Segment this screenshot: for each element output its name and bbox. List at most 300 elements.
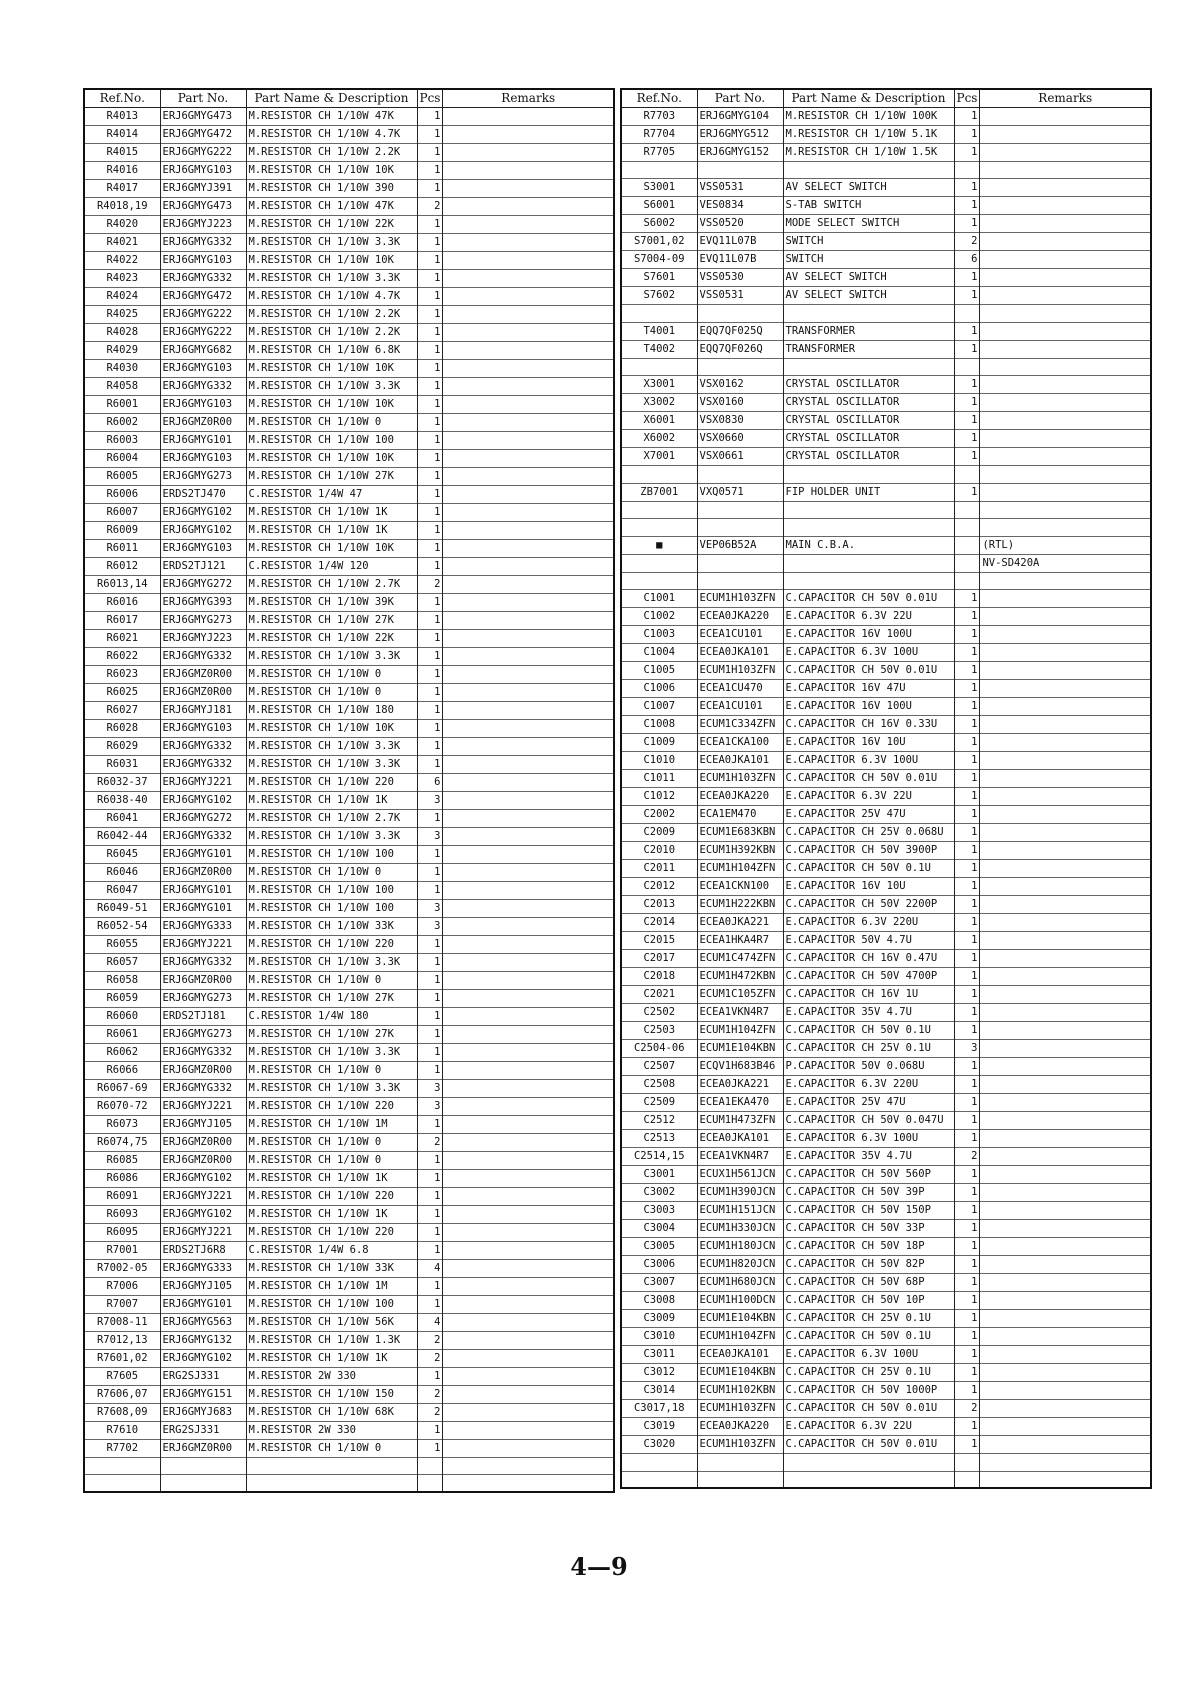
cell-ref-no: C3009 — [621, 1310, 697, 1328]
cell-pcs: 1 — [954, 1022, 980, 1040]
cell-pcs: 1 — [954, 1202, 980, 1220]
table-row — [84, 1224, 614, 1242]
cell-part-no: VSS0531 — [697, 287, 783, 305]
cell-ref-no: T4002 — [621, 340, 697, 358]
cell-part-no: ERJ6GMYJ221 — [160, 1188, 246, 1206]
header-part-no: Part No. — [697, 89, 783, 108]
cell-pcs: 4 — [417, 1314, 443, 1332]
cell-part-no: VSX0661 — [697, 448, 783, 466]
cell-description: M.RESISTOR CH 1/10W 47K — [246, 108, 417, 126]
table-row — [621, 394, 1151, 412]
cell-pcs: 1 — [417, 162, 443, 180]
cell-description: M.RESISTOR CH 1/10W 56K — [246, 1314, 417, 1332]
cell-ref-no: X6001 — [621, 412, 697, 430]
cell-part-no: VSX0162 — [697, 376, 783, 394]
table-row — [621, 932, 1151, 950]
cell-ref-no: R4020 — [84, 216, 160, 234]
cell-pcs: 1 — [954, 1292, 980, 1310]
cell-remarks — [443, 198, 614, 216]
cell-remarks — [443, 522, 614, 540]
cell-ref-no — [84, 1458, 160, 1475]
cell-ref-no: C3020 — [621, 1436, 697, 1454]
cell-ref-no — [621, 162, 697, 179]
cell-pcs: 1 — [954, 950, 980, 968]
cell-description: M.RESISTOR CH 1/10W 3.3K — [246, 270, 417, 288]
cell-remarks — [980, 1130, 1151, 1148]
cell-ref-no: R7001 — [84, 1242, 160, 1260]
cell-remarks — [980, 1346, 1151, 1364]
table-row — [621, 1166, 1151, 1184]
table-row — [84, 630, 614, 648]
cell-remarks — [980, 1076, 1151, 1094]
table-row — [621, 197, 1151, 215]
cell-part-no: ECEA0JKA220 — [697, 1418, 783, 1436]
cell-pcs: 1 — [954, 448, 980, 466]
cell-ref-no — [621, 1454, 697, 1471]
cell-description: E.CAPACITOR 6.3V 22U — [783, 1418, 954, 1436]
cell-pcs: 1 — [417, 450, 443, 468]
cell-part-no: ERJ6GMYG333 — [160, 918, 246, 936]
cell-part-no: ERJ6GMYG103 — [160, 396, 246, 414]
table-row — [621, 914, 1151, 932]
table-row — [84, 936, 614, 954]
cell-remarks — [980, 287, 1151, 305]
cell-part-no: ERJ6GMYG273 — [160, 1026, 246, 1044]
table-row — [84, 882, 614, 900]
table-row — [621, 644, 1151, 662]
cell-ref-no: R4017 — [84, 180, 160, 198]
cell-ref-no: R4021 — [84, 234, 160, 252]
cell-pcs: 1 — [954, 734, 980, 752]
cell-ref-no: C1012 — [621, 788, 697, 806]
cell-description: C.CAPACITOR CH 50V 39P — [783, 1184, 954, 1202]
cell-remarks — [980, 1238, 1151, 1256]
table-row — [84, 1152, 614, 1170]
cell-ref-no: R7703 — [621, 108, 697, 126]
cell-remarks — [443, 1134, 614, 1152]
cell-part-no: ERJ6GMYG103 — [160, 360, 246, 378]
table-row — [621, 1022, 1151, 1040]
cell-part-no: ECUM1H392KBN — [697, 842, 783, 860]
cell-remarks — [980, 1292, 1151, 1310]
cell-remarks — [443, 990, 614, 1008]
cell-pcs: 1 — [417, 486, 443, 504]
cell-pcs: 1 — [954, 626, 980, 644]
cell-remarks — [443, 216, 614, 234]
table-row — [84, 1332, 614, 1350]
cell-ref-no — [621, 466, 697, 483]
cell-ref-no: ZB7001 — [621, 483, 697, 501]
cell-description: C.CAPACITOR CH 25V 0.1U — [783, 1364, 954, 1382]
cell-description: M.RESISTOR CH 1/10W 100 — [246, 1296, 417, 1314]
cell-description: E.CAPACITOR 16V 47U — [783, 680, 954, 698]
table-row — [84, 702, 614, 720]
table-row — [621, 162, 1151, 179]
cell-part-no: ECEA1CKA100 — [697, 734, 783, 752]
cell-pcs: 2 — [954, 233, 980, 251]
cell-pcs: 1 — [954, 197, 980, 215]
cell-pcs — [954, 501, 980, 518]
cell-part-no: ECEA0JKA101 — [697, 752, 783, 770]
table-row — [84, 396, 614, 414]
cell-ref-no: R6091 — [84, 1188, 160, 1206]
cell-pcs: 1 — [954, 1310, 980, 1328]
cell-description: C.CAPACITOR CH 25V 0.1U — [783, 1040, 954, 1058]
cell-pcs: 1 — [954, 770, 980, 788]
cell-part-no: ECUM1H472KBN — [697, 968, 783, 986]
table-row — [621, 1328, 1151, 1346]
cell-pcs: 1 — [954, 1382, 980, 1400]
cell-description: M.RESISTOR CH 1/10W 5.1K — [783, 126, 954, 144]
cell-pcs: 1 — [954, 644, 980, 662]
cell-description: M.RESISTOR CH 1/10W 10K — [246, 252, 417, 270]
cell-remarks — [443, 558, 614, 576]
cell-ref-no: C2009 — [621, 824, 697, 842]
table-row — [84, 810, 614, 828]
cell-pcs: 2 — [954, 1148, 980, 1166]
cell-pcs: 1 — [954, 1328, 980, 1346]
table-row — [84, 360, 614, 378]
cell-part-no: EVQ11L07B — [697, 233, 783, 251]
cell-ref-no: R4015 — [84, 144, 160, 162]
cell-remarks — [443, 1440, 614, 1458]
table-row — [621, 1256, 1151, 1274]
cell-part-no — [697, 501, 783, 518]
cell-part-no: ECUM1C334ZFN — [697, 716, 783, 734]
cell-description — [783, 572, 954, 589]
table-row — [621, 144, 1151, 162]
cell-description — [783, 466, 954, 483]
cell-ref-no: R4029 — [84, 342, 160, 360]
cell-pcs: 1 — [417, 972, 443, 990]
cell-remarks — [980, 860, 1151, 878]
table-row — [84, 108, 614, 126]
cell-ref-no: R6038-40 — [84, 792, 160, 810]
cell-description: C.CAPACITOR CH 50V 82P — [783, 1256, 954, 1274]
cell-pcs: 1 — [954, 1238, 980, 1256]
cell-ref-no: C3014 — [621, 1382, 697, 1400]
cell-description: M.RESISTOR CH 1/10W 1K — [246, 792, 417, 810]
cell-ref-no: R6005 — [84, 468, 160, 486]
cell-ref-no: C2509 — [621, 1094, 697, 1112]
cell-pcs: 1 — [954, 932, 980, 950]
cell-ref-no: C2021 — [621, 986, 697, 1004]
cell-ref-no: R6001 — [84, 396, 160, 414]
cell-remarks — [443, 1422, 614, 1440]
cell-description: E.CAPACITOR 6.3V 100U — [783, 752, 954, 770]
cell-description: C.CAPACITOR CH 50V 2200P — [783, 896, 954, 914]
cell-description: M.RESISTOR CH 1/10W 220 — [246, 774, 417, 792]
cell-ref-no: R6086 — [84, 1170, 160, 1188]
table-row — [621, 501, 1151, 518]
cell-remarks — [980, 162, 1151, 179]
table-row — [84, 918, 614, 936]
cell-remarks — [443, 756, 614, 774]
cell-pcs: 6 — [417, 774, 443, 792]
cell-part-no: ERJ6GMYG103 — [160, 450, 246, 468]
cell-remarks — [443, 450, 614, 468]
table-row — [621, 590, 1151, 608]
cell-ref-no: R6066 — [84, 1062, 160, 1080]
cell-pcs: 1 — [417, 810, 443, 828]
cell-ref-no: X7001 — [621, 448, 697, 466]
cell-description: M.RESISTOR CH 1/10W 4.7K — [246, 288, 417, 306]
table-row — [84, 558, 614, 576]
cell-pcs: 1 — [417, 1242, 443, 1260]
cell-description: E.CAPACITOR 16V 100U — [783, 626, 954, 644]
cell-ref-no: R6073 — [84, 1116, 160, 1134]
cell-description: M.RESISTOR CH 1/10W 100K — [783, 108, 954, 126]
cell-part-no: ECUM1E104KBN — [697, 1364, 783, 1382]
cell-part-no: VSX0160 — [697, 394, 783, 412]
table-row — [84, 126, 614, 144]
table-row — [621, 1004, 1151, 1022]
cell-ref-no: X3002 — [621, 394, 697, 412]
cell-ref-no: R6085 — [84, 1152, 160, 1170]
table-row — [84, 198, 614, 216]
cell-part-no: ERJ6GMYG104 — [697, 108, 783, 126]
cell-part-no: ECUM1H222KBN — [697, 896, 783, 914]
cell-description: C.CAPACITOR CH 50V 4700P — [783, 968, 954, 986]
cell-part-no: ERJ6GMYJ105 — [160, 1278, 246, 1296]
cell-pcs: 1 — [417, 702, 443, 720]
table-row — [84, 684, 614, 702]
cell-description: C.CAPACITOR CH 50V 0.01U — [783, 1400, 954, 1418]
cell-remarks — [443, 1206, 614, 1224]
cell-part-no: ERJ6GMZ0R00 — [160, 1134, 246, 1152]
cell-part-no: ERDS2TJ121 — [160, 558, 246, 576]
cell-remarks — [980, 466, 1151, 483]
cell-part-no: ERJ6GMYJ223 — [160, 630, 246, 648]
cell-part-no: ERDS2TJ181 — [160, 1008, 246, 1026]
cell-remarks — [443, 1170, 614, 1188]
cell-pcs: 1 — [417, 234, 443, 252]
cell-ref-no: C3010 — [621, 1328, 697, 1346]
cell-ref-no: S6002 — [621, 215, 697, 233]
cell-description: C.CAPACITOR CH 50V 0.01U — [783, 590, 954, 608]
cell-remarks — [980, 680, 1151, 698]
cell-pcs: 1 — [417, 1026, 443, 1044]
cell-remarks — [980, 126, 1151, 144]
cell-pcs — [954, 1471, 980, 1488]
cell-ref-no: R4018,19 — [84, 198, 160, 216]
cell-description: S-TAB SWITCH — [783, 197, 954, 215]
cell-description — [783, 554, 954, 572]
cell-description: C.RESISTOR 1/4W 180 — [246, 1008, 417, 1026]
cell-ref-no: R6011 — [84, 540, 160, 558]
cell-description: M.RESISTOR 2W 330 — [246, 1368, 417, 1386]
cell-pcs — [954, 466, 980, 483]
cell-remarks — [980, 1310, 1151, 1328]
cell-part-no — [697, 305, 783, 322]
cell-remarks — [443, 828, 614, 846]
table-row — [621, 1184, 1151, 1202]
table-row — [621, 1274, 1151, 1292]
cell-part-no: ECEA1VKN4R7 — [697, 1148, 783, 1166]
cell-pcs — [954, 358, 980, 375]
cell-description: C.RESISTOR 1/4W 6.8 — [246, 1242, 417, 1260]
cell-description: M.RESISTOR CH 1/10W 1M — [246, 1116, 417, 1134]
cell-part-no: ERJ6GMYJ181 — [160, 702, 246, 720]
cell-remarks — [980, 734, 1151, 752]
cell-description: C.CAPACITOR CH 50V 0.01U — [783, 770, 954, 788]
cell-pcs: 1 — [417, 1152, 443, 1170]
cell-description: M.RESISTOR CH 1/10W 10K — [246, 450, 417, 468]
cell-pcs: 1 — [417, 648, 443, 666]
cell-ref-no — [621, 358, 697, 375]
cell-description — [783, 519, 954, 536]
cell-pcs: 1 — [954, 986, 980, 1004]
cell-ref-no: R6055 — [84, 936, 160, 954]
cell-description: E.CAPACITOR 6.3V 22U — [783, 788, 954, 806]
cell-description: M.RESISTOR CH 1/10W 1K — [246, 1350, 417, 1368]
cell-part-no: ERJ6GMYG101 — [160, 900, 246, 918]
cell-part-no: ERJ6GMYG473 — [160, 198, 246, 216]
cell-description — [783, 305, 954, 322]
cell-pcs: 1 — [954, 680, 980, 698]
cell-part-no: ERJ6GMZ0R00 — [160, 972, 246, 990]
cell-remarks — [443, 1008, 614, 1026]
cell-pcs: 4 — [417, 1260, 443, 1278]
table-row — [621, 1094, 1151, 1112]
cell-remarks — [443, 1098, 614, 1116]
cell-pcs: 6 — [954, 251, 980, 269]
cell-description: CRYSTAL OSCILLATOR — [783, 394, 954, 412]
cell-pcs: 1 — [954, 1436, 980, 1454]
cell-remarks — [443, 540, 614, 558]
cell-ref-no: R4022 — [84, 252, 160, 270]
cell-ref-no — [621, 501, 697, 518]
cell-remarks — [443, 918, 614, 936]
cell-pcs: 1 — [417, 720, 443, 738]
cell-part-no: ECUM1H680JCN — [697, 1274, 783, 1292]
cell-remarks — [980, 251, 1151, 269]
cell-remarks — [443, 1475, 614, 1492]
cell-ref-no: R6057 — [84, 954, 160, 972]
cell-remarks — [980, 1364, 1151, 1382]
cell-remarks — [443, 414, 614, 432]
cell-part-no: ERJ6GMYG393 — [160, 594, 246, 612]
cell-part-no: ECUM1H820JCN — [697, 1256, 783, 1274]
cell-remarks — [443, 1224, 614, 1242]
table-row — [621, 806, 1151, 824]
cell-ref-no: S7602 — [621, 287, 697, 305]
cell-part-no: ERJ6GMYG152 — [697, 144, 783, 162]
header-pcs: Pcs — [417, 89, 443, 108]
cell-part-no: ECUM1H151JCN — [697, 1202, 783, 1220]
cell-description: M.RESISTOR CH 1/10W 2.2K — [246, 306, 417, 324]
cell-description: E.CAPACITOR 16V 10U — [783, 878, 954, 896]
cell-part-no — [697, 1454, 783, 1471]
cell-remarks — [980, 1418, 1151, 1436]
table-row — [84, 1475, 614, 1492]
cell-ref-no: R6074,75 — [84, 1134, 160, 1152]
cell-description — [783, 162, 954, 179]
cell-remarks — [443, 630, 614, 648]
cell-remarks — [980, 322, 1151, 340]
cell-pcs: 1 — [954, 914, 980, 932]
cell-ref-no: R6042-44 — [84, 828, 160, 846]
cell-ref-no: R6062 — [84, 1044, 160, 1062]
cell-remarks — [443, 1062, 614, 1080]
cell-remarks — [443, 1386, 614, 1404]
cell-ref-no: R6004 — [84, 450, 160, 468]
cell-ref-no: C3011 — [621, 1346, 697, 1364]
cell-part-no: ECUM1H104ZFN — [697, 1328, 783, 1346]
cell-ref-no: C3019 — [621, 1418, 697, 1436]
cell-part-no: ECUX1H561JCN — [697, 1166, 783, 1184]
cell-description: C.CAPACITOR CH 25V 0.1U — [783, 1310, 954, 1328]
cell-description: CRYSTAL OSCILLATOR — [783, 376, 954, 394]
cell-part-no: ECUM1H180JCN — [697, 1238, 783, 1256]
cell-ref-no: R6007 — [84, 504, 160, 522]
cell-remarks — [443, 1188, 614, 1206]
cell-remarks — [980, 179, 1151, 197]
cell-description: E.CAPACITOR 6.3V 220U — [783, 914, 954, 932]
cell-ref-no: C1003 — [621, 626, 697, 644]
table-row — [621, 860, 1151, 878]
cell-part-no: ECUM1H103ZFN — [697, 662, 783, 680]
table-row — [84, 432, 614, 450]
cell-pcs: 1 — [954, 788, 980, 806]
cell-ref-no: R6049-51 — [84, 900, 160, 918]
cell-pcs: 1 — [954, 179, 980, 197]
table-row — [621, 608, 1151, 626]
cell-pcs: 1 — [417, 1440, 443, 1458]
table-row — [84, 468, 614, 486]
table-row — [84, 306, 614, 324]
cell-pcs: 1 — [954, 806, 980, 824]
table-row — [621, 1076, 1151, 1094]
cell-ref-no: C1004 — [621, 644, 697, 662]
cell-remarks — [980, 305, 1151, 322]
table-row — [621, 233, 1151, 251]
cell-pcs: 1 — [954, 716, 980, 734]
cell-pcs: 1 — [954, 269, 980, 287]
cell-part-no: ERJ6GMZ0R00 — [160, 684, 246, 702]
cell-part-no: ERJ6GMYG132 — [160, 1332, 246, 1350]
cell-ref-no: C2504-06 — [621, 1040, 697, 1058]
table-row — [84, 828, 614, 846]
cell-pcs: 1 — [417, 666, 443, 684]
cell-description: MAIN C.B.A. — [783, 536, 954, 554]
cell-remarks — [980, 824, 1151, 842]
cell-remarks — [980, 914, 1151, 932]
cell-part-no — [697, 1471, 783, 1488]
cell-ref-no: C1007 — [621, 698, 697, 716]
cell-pcs: 1 — [417, 432, 443, 450]
cell-part-no: ERJ6GMYJ221 — [160, 936, 246, 954]
cell-description: M.RESISTOR CH 1/10W 2.7K — [246, 810, 417, 828]
cell-remarks — [980, 340, 1151, 358]
cell-ref-no: S7601 — [621, 269, 697, 287]
cell-part-no: ECEA0JKA101 — [697, 644, 783, 662]
cell-description: M.RESISTOR CH 1/10W 33K — [246, 918, 417, 936]
cell-remarks — [443, 396, 614, 414]
cell-ref-no: R6058 — [84, 972, 160, 990]
cell-part-no: ECEA0JKA101 — [697, 1130, 783, 1148]
table-row — [84, 180, 614, 198]
cell-description: M.RESISTOR CH 1/10W 3.3K — [246, 828, 417, 846]
cell-pcs: 1 — [417, 684, 443, 702]
cell-part-no: ERDS2TJ6R8 — [160, 1242, 246, 1260]
cell-ref-no: R6028 — [84, 720, 160, 738]
cell-description: E.CAPACITOR 16V 100U — [783, 698, 954, 716]
cell-part-no: ERJ6GMYG273 — [160, 468, 246, 486]
cell-pcs: 1 — [417, 144, 443, 162]
cell-ref-no — [621, 554, 697, 572]
cell-remarks — [443, 1242, 614, 1260]
